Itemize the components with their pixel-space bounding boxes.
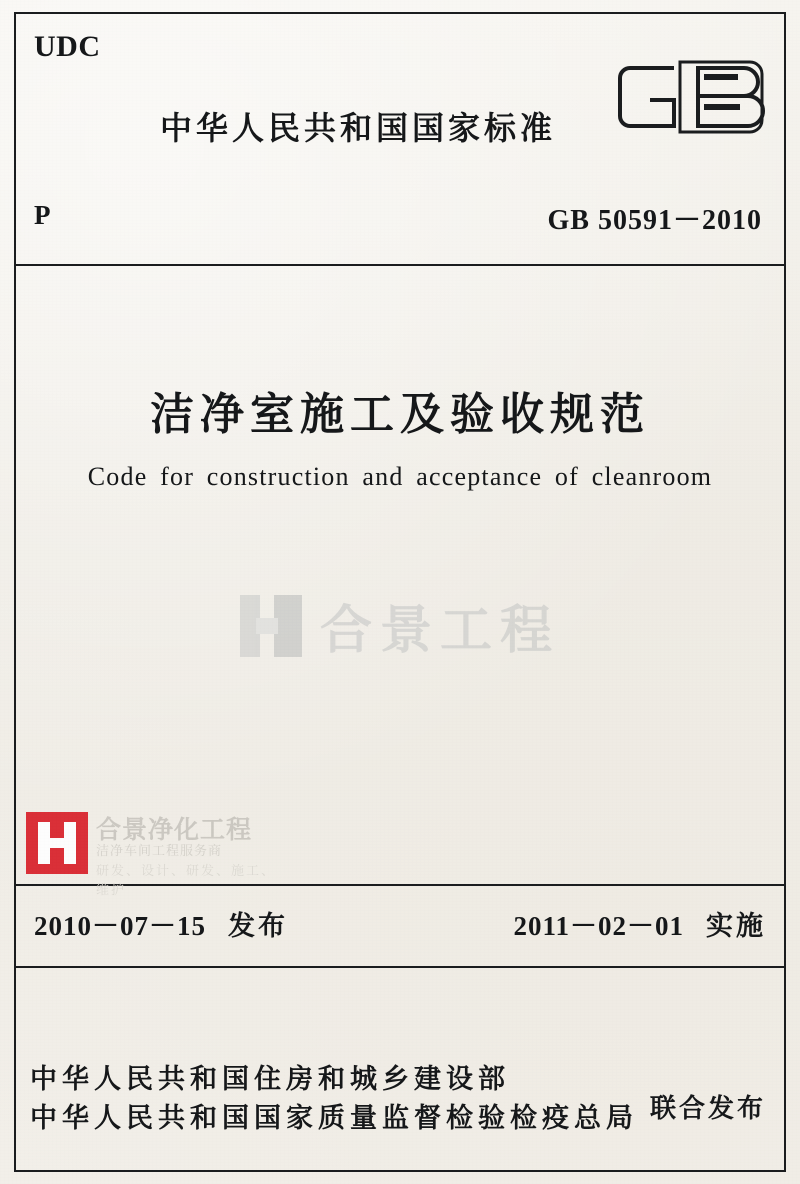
issue-action-label: 发布 [228, 911, 288, 942]
issuer-line-2: 中华人民共和国国家质量监督检验检疫总局 [30, 1103, 638, 1135]
watermark [0, 588, 800, 663]
h-badge-icon [26, 812, 88, 874]
rule-under-header [16, 264, 784, 266]
effective-date: 2011－02－01 [513, 911, 684, 941]
udc-label: UDC [34, 30, 101, 63]
gb-logo-icon [614, 58, 774, 136]
joint-issue-label: 联合发布 [649, 1094, 766, 1124]
company-logo-subtitle-1: 洁净车间工程服务商 [96, 844, 223, 859]
rule-below-dates [16, 966, 784, 968]
dates-row [34, 904, 766, 943]
company-logo [26, 808, 286, 898]
watermark-text: 合景工程 [319, 601, 560, 661]
national-standard-title: 中华人民共和国国家标准 [160, 109, 557, 147]
effective-date-group [513, 904, 766, 943]
company-logo-subtitle-2: 研发、设计、研发、施工、维护 [96, 864, 277, 898]
page-title-english: Code for construction and acceptance of cleanroom [87, 462, 713, 491]
issuing-authorities [30, 1060, 650, 1138]
company-logo-title: 合景净化工程 [96, 815, 253, 844]
effective-action-label: 实施 [706, 911, 766, 942]
rule-top [16, 12, 784, 14]
page-title: 洁净室施工及验收规范 [150, 389, 650, 440]
h-block-icon [240, 595, 302, 657]
issue-date-group [34, 904, 288, 943]
rule-bottom [16, 1170, 784, 1172]
issuer-line-1: 中华人民共和国住房和城乡建设部 [30, 1064, 510, 1095]
category-mark: P [34, 200, 51, 230]
issue-date: 2010－07－15 [34, 911, 206, 941]
standard-number: GB 50591－2010 [547, 205, 762, 236]
